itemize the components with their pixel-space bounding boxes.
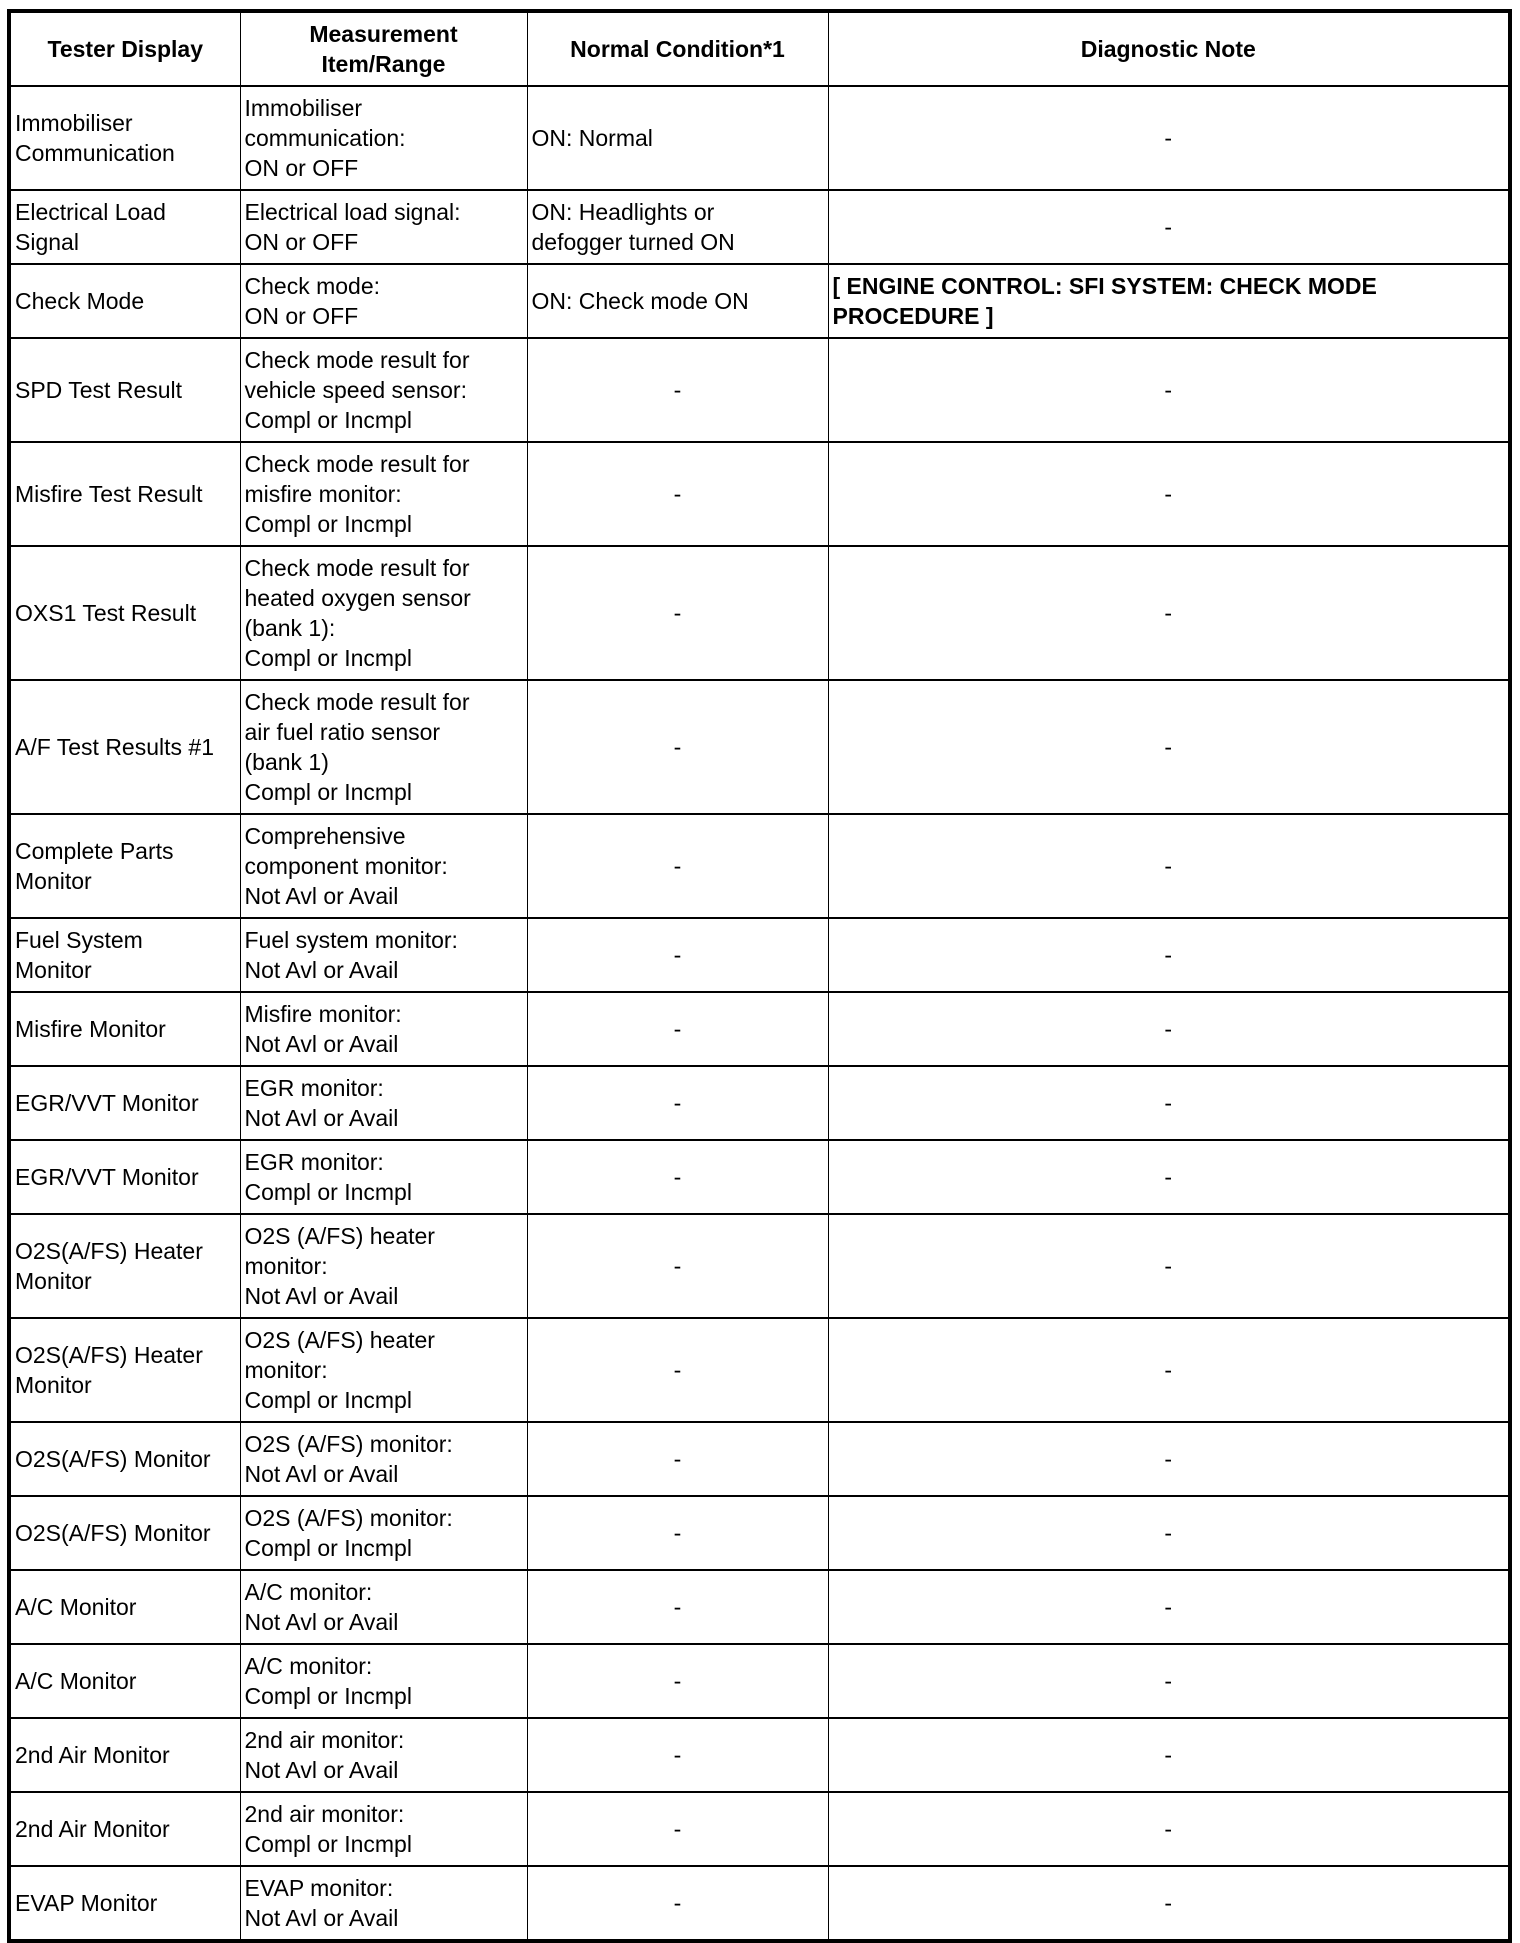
- cell-tester-display: O2S(A/FS) Heater Monitor: [9, 1214, 240, 1318]
- cell-measurement-item: Comprehensive component monitor: Not Avl or Avail: [240, 814, 527, 918]
- cell-normal-condition: -: [527, 1570, 828, 1644]
- cell-measurement-item: Check mode: ON or OFF: [240, 264, 527, 338]
- cell-measurement-item: EVAP monitor: Not Avl or Avail: [240, 1866, 527, 1941]
- cell-measurement-item: 2nd air monitor: Compl or Incmpl: [240, 1792, 527, 1866]
- cell-tester-display: O2S(A/FS) Monitor: [9, 1422, 240, 1496]
- cell-tester-display: 2nd Air Monitor: [9, 1792, 240, 1866]
- cell-tester-display: Complete Parts Monitor: [9, 814, 240, 918]
- cell-measurement-item: O2S (A/FS) heater monitor: Compl or Incmpl: [240, 1318, 527, 1422]
- cell-diagnostic-note[interactable]: [ ENGINE CONTROL: SFI SYSTEM: CHECK MODE PROCEDURE ]: [828, 264, 1510, 338]
- cell-measurement-item: A/C monitor: Compl or Incmpl: [240, 1644, 527, 1718]
- table-row: [9, 992, 1510, 1066]
- cell-diagnostic-note: -: [828, 1066, 1510, 1140]
- cell-diagnostic-note: -: [828, 1318, 1510, 1422]
- cell-tester-display: 2nd Air Monitor: [9, 1718, 240, 1792]
- cell-tester-display: SPD Test Result: [9, 338, 240, 442]
- table-row: [9, 1066, 1510, 1140]
- cell-tester-display: EVAP Monitor: [9, 1866, 240, 1941]
- cell-measurement-item: O2S (A/FS) monitor: Not Avl or Avail: [240, 1422, 527, 1496]
- cell-measurement-item: EGR monitor: Not Avl or Avail: [240, 1066, 527, 1140]
- table-row: [9, 1422, 1510, 1496]
- cell-tester-display: Fuel System Monitor: [9, 918, 240, 992]
- table-row: [9, 814, 1510, 918]
- cell-tester-display: Electrical Load Signal: [9, 190, 240, 264]
- cell-normal-condition: -: [527, 1496, 828, 1570]
- cell-tester-display: A/C Monitor: [9, 1570, 240, 1644]
- cell-diagnostic-note: -: [828, 86, 1510, 190]
- cell-normal-condition: -: [527, 1318, 828, 1422]
- cell-measurement-item: 2nd air monitor: Not Avl or Avail: [240, 1718, 527, 1792]
- table-row: [9, 1866, 1510, 1941]
- cell-normal-condition: -: [527, 546, 828, 680]
- cell-diagnostic-note: -: [828, 546, 1510, 680]
- table-row: [9, 1214, 1510, 1318]
- cell-tester-display: EGR/VVT Monitor: [9, 1066, 240, 1140]
- table-row: [9, 1140, 1510, 1214]
- cell-measurement-item: Check mode result for vehicle speed sensor: Compl or Incmpl: [240, 338, 527, 442]
- table-row: [9, 1570, 1510, 1644]
- cell-tester-display: OXS1 Test Result: [9, 546, 240, 680]
- cell-normal-condition: ON: Headlights or defogger turned ON: [527, 190, 828, 264]
- cell-tester-display: O2S(A/FS) Heater Monitor: [9, 1318, 240, 1422]
- header-row: [9, 11, 1510, 86]
- cell-normal-condition: -: [527, 1066, 828, 1140]
- cell-diagnostic-note: -: [828, 190, 1510, 264]
- cell-diagnostic-note: -: [828, 1866, 1510, 1941]
- cell-measurement-item: EGR monitor: Compl or Incmpl: [240, 1140, 527, 1214]
- cell-tester-display: A/C Monitor: [9, 1644, 240, 1718]
- cell-diagnostic-note: -: [828, 814, 1510, 918]
- cell-diagnostic-note: -: [828, 1570, 1510, 1644]
- cell-normal-condition: -: [527, 1644, 828, 1718]
- cell-diagnostic-note: -: [828, 992, 1510, 1066]
- table-row: [9, 1792, 1510, 1866]
- header-tester-display: Tester Display: [9, 11, 240, 86]
- cell-measurement-item: Fuel system monitor: Not Avl or Avail: [240, 918, 527, 992]
- cell-measurement-item: O2S (A/FS) heater monitor: Not Avl or Avail: [240, 1214, 527, 1318]
- cell-normal-condition: -: [527, 1792, 828, 1866]
- cell-measurement-item: A/C monitor: Not Avl or Avail: [240, 1570, 527, 1644]
- cell-measurement-item: Check mode result for misfire monitor: Compl or Incmpl: [240, 442, 527, 546]
- cell-diagnostic-note: -: [828, 442, 1510, 546]
- cell-diagnostic-note: -: [828, 1718, 1510, 1792]
- cell-measurement-item: Immobiliser communication: ON or OFF: [240, 86, 527, 190]
- cell-tester-display: A/F Test Results #1: [9, 680, 240, 814]
- table-row: [9, 264, 1510, 338]
- cell-diagnostic-note: -: [828, 680, 1510, 814]
- cell-diagnostic-note: -: [828, 338, 1510, 442]
- table-row: [9, 680, 1510, 814]
- cell-normal-condition: -: [527, 992, 828, 1066]
- cell-measurement-item: Misfire monitor: Not Avl or Avail: [240, 992, 527, 1066]
- table-row: [9, 1644, 1510, 1718]
- cell-diagnostic-note: -: [828, 1140, 1510, 1214]
- cell-normal-condition: -: [527, 1214, 828, 1318]
- table-row: [9, 442, 1510, 546]
- cell-tester-display: Immobiliser Communication: [9, 86, 240, 190]
- cell-normal-condition: -: [527, 338, 828, 442]
- cell-normal-condition: -: [527, 1422, 828, 1496]
- cell-tester-display: O2S(A/FS) Monitor: [9, 1496, 240, 1570]
- header-normal-condition: Normal Condition*1: [527, 11, 828, 86]
- cell-tester-display: Check Mode: [9, 264, 240, 338]
- cell-diagnostic-note: -: [828, 1792, 1510, 1866]
- cell-normal-condition: -: [527, 442, 828, 546]
- cell-measurement-item: Electrical load signal: ON or OFF: [240, 190, 527, 264]
- header-diagnostic-note: Diagnostic Note: [828, 11, 1510, 86]
- cell-normal-condition: ON: Normal: [527, 86, 828, 190]
- header-measurement-item: Measurement Item/Range: [240, 11, 527, 86]
- cell-normal-condition: -: [527, 1866, 828, 1941]
- cell-tester-display: EGR/VVT Monitor: [9, 1140, 240, 1214]
- cell-diagnostic-note: -: [828, 1214, 1510, 1318]
- cell-tester-display: Misfire Monitor: [9, 992, 240, 1066]
- cell-diagnostic-note: -: [828, 918, 1510, 992]
- cell-tester-display: Misfire Test Result: [9, 442, 240, 546]
- cell-normal-condition: ON: Check mode ON: [527, 264, 828, 338]
- cell-diagnostic-note: -: [828, 1644, 1510, 1718]
- tester-data-table: [7, 9, 1512, 1943]
- table-row: [9, 1718, 1510, 1792]
- table-row: [9, 338, 1510, 442]
- table-row: [9, 1496, 1510, 1570]
- cell-measurement-item: Check mode result for heated oxygen sensor (bank 1): Compl or Incmpl: [240, 546, 527, 680]
- table-row: [9, 1318, 1510, 1422]
- table-row: [9, 86, 1510, 190]
- table-row: [9, 918, 1510, 992]
- cell-normal-condition: -: [527, 1718, 828, 1792]
- cell-normal-condition: -: [527, 918, 828, 992]
- table-row: [9, 546, 1510, 680]
- table-row: [9, 190, 1510, 264]
- cell-measurement-item: Check mode result for air fuel ratio sensor (bank 1) Compl or Incmpl: [240, 680, 527, 814]
- cell-measurement-item: O2S (A/FS) monitor: Compl or Incmpl: [240, 1496, 527, 1570]
- cell-normal-condition: -: [527, 1140, 828, 1214]
- cell-normal-condition: -: [527, 680, 828, 814]
- cell-diagnostic-note: -: [828, 1422, 1510, 1496]
- cell-diagnostic-note: -: [828, 1496, 1510, 1570]
- cell-normal-condition: -: [527, 814, 828, 918]
